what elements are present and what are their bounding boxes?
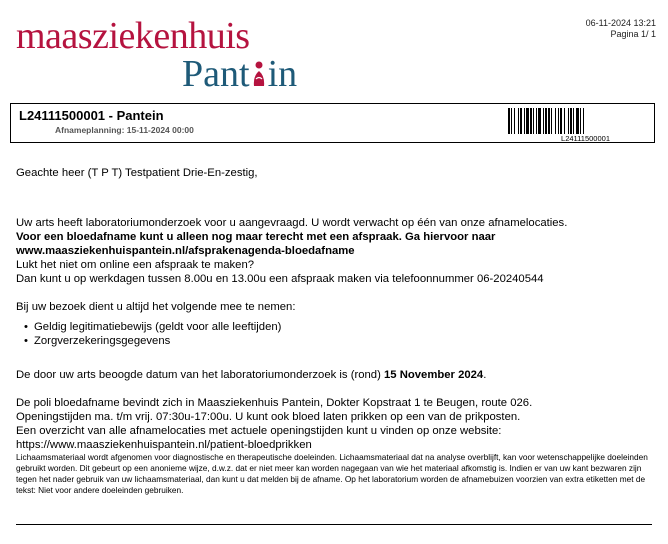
logo-maasziekenhuis: maasziekenhuis xyxy=(16,15,250,57)
bring-list xyxy=(24,320,652,348)
print-meta xyxy=(586,18,656,40)
target-date: 15 November 2024 xyxy=(383,369,484,381)
appointment-notice-bold: Voor een bloedafname kunt u alleen nog maar terecht met een afspraak. Ga hiervoor naar xyxy=(16,231,496,243)
planning-date: Afnameplanning: 15-11-2024 00:00 xyxy=(55,125,194,135)
barcode-number: L24111500001 xyxy=(561,134,610,143)
greeting: Geachte heer (T P T) Testpatient Drie-En-zestig, xyxy=(16,167,258,179)
logo-pantein xyxy=(182,52,297,102)
letter-body xyxy=(16,166,652,496)
overview-line: Een overzicht van alle afnamelocaties met actuele openingstijden kunt u vinden op onze website: xyxy=(16,425,502,437)
opening-hours-line: Openingstijden ma. t/m vrij. 07:30u-17:00u. U kunt ook bloed laten prikken op een van de prikposten. xyxy=(16,411,521,423)
page-number: Pagina 1/ 1 xyxy=(610,29,656,39)
intro-line: Uw arts heeft laboratoriumonderzoek voor u aangevraagd. U wordt verwacht op één van onze afnamelocaties. xyxy=(16,217,568,229)
appointment-url-bold: www.maasziekenhuispantein.nl/afsprakenagenda-bloedafname xyxy=(16,245,355,257)
online-question: Lukt het niet om online een afspraak te maken? xyxy=(16,259,255,271)
logo-figure-icon xyxy=(250,52,268,102)
bring-heading: Bij uw bezoek dient u altijd het volgende mee te nemen: xyxy=(16,301,296,313)
bottom-divider xyxy=(16,524,652,525)
list-item: • Zorgverzekeringsgegevens xyxy=(24,334,652,348)
target-date-line xyxy=(16,368,652,382)
appointment-notice xyxy=(16,230,652,244)
target-date-post: . xyxy=(483,369,487,381)
location-line: De poli bloedafname bevindt zich in Maasziekenhuis Pantein, Dokter Kopstraat 1 te Beugen, route 026. xyxy=(16,397,533,409)
website-url: https://www.maasziekenhuispantein.nl/patient-bloedprikken xyxy=(16,439,312,451)
logo-pantein-text-end: in xyxy=(267,53,298,95)
disclaimer: Lichaamsmateriaal wordt afgenomen voor diagnostische en therapeutische doeleinden. Lichaamsmateriaal dat na analyse overblijft, kan voor wetenschappelijke doeleinden gebruikt worden. Dit gebeurt op een anonieme wijze, d.w.z. dat er niet meer kan worden nagegaan van wie het materiaal afkomstig is. Indien er van uw kant bezwaren zijn tegen het nader gebruik van uw lichaamsmateriaal, dan kunt u dat melden bij de afname. Op het laboratorium worden de afnamebuizen voorzien van extra etiketten met de tekst: Niet voor andere doeleinden gebruiken. xyxy=(16,452,648,495)
list-item: • Geldig legitimatiebewijs (geldt voor alle leeftijden) xyxy=(24,320,652,334)
phone-line: Dan kunt u op werkdagen tussen 8.00u en 13.00u een afspraak maken via telefoonnummer 06-20240544 xyxy=(16,273,544,285)
logo-pantein-text-start: Pant xyxy=(182,53,250,95)
target-date-pre: De door uw arts beoogde datum van het laboratoriumonderzoek is (rond) xyxy=(16,369,384,381)
appointment-url xyxy=(16,244,652,258)
barcode xyxy=(508,108,648,134)
order-header-box xyxy=(10,103,655,143)
print-date: 06-11-2024 13:21 xyxy=(585,18,656,28)
order-title: L24111500001 - Pantein xyxy=(19,108,164,123)
